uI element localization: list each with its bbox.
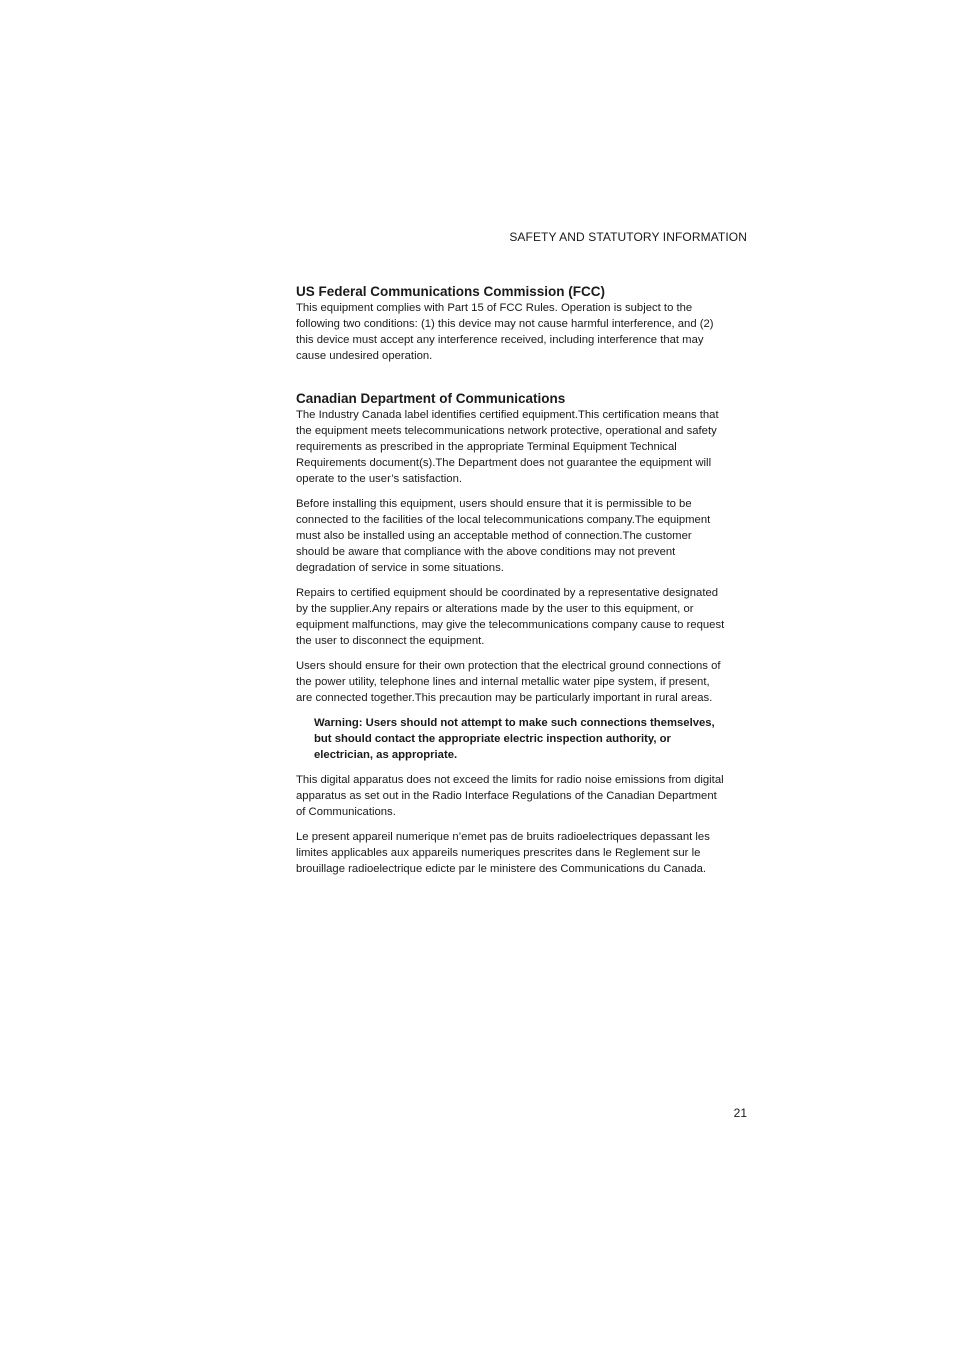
fcc-heading: US Federal Communications Commission (FCC)	[296, 284, 606, 299]
canadian-section	[296, 390, 728, 877]
running-header: SAFETY AND STATUTORY INFORMATION	[509, 230, 747, 244]
canadian-paragraph-radio-noise-en: This digital apparatus does not exceed the limits for radio noise emissions from digital apparatus as set out in the Radio Interface Regulations of the Canadian Department of Communications.	[296, 774, 724, 818]
warning-note: Warning: Users should not attempt to make such connections themselves, but should contact the appropriate electric inspection authority, or electrician, as appropriate.	[314, 717, 715, 761]
canadian-paragraph-grounding: Users should ensure for their own protection that the electrical ground connections of the power utility, telephone lines and internal metallic water pipe system, if present, are connected together.This precaution may be particularly important in rural areas.	[296, 660, 721, 704]
page-number: 21	[733, 1106, 747, 1120]
fcc-section	[296, 283, 728, 364]
fcc-paragraph: This equipment complies with Part 15 of FCC Rules. Operation is subject to the following two conditions: (1) this device may not cause harmful interference, and (2) this device must accept any interference received, including interference that may cause undesired operation.	[296, 302, 714, 362]
canadian-paragraph-radio-noise-fr: Le present appareil numerique n’emet pas de bruits radioelectriques depassant les limites applicables aux appareils numeriques prescrites dans le Reglement sur le brouillage radioelectrique edicte par le ministere des Communications du Canada.	[296, 831, 710, 875]
canadian-paragraph-repairs: Repairs to certified equipment should be coordinated by a representative designated by the supplier.Any repairs or alterations made by the user to this equipment, or equipment malfunctions, may give the telecommunications company cause to request the user to disconnect the equipment.	[296, 587, 725, 647]
canadian-paragraph-certification: The Industry Canada label identifies certified equipment.This certification means that the equipment meets telecommunications network protective, operational and safety requirements as prescribed in the appropriate Terminal Equipment Technical Requirements document(s).The Department does not guarantee the equipment will operate to the user’s satisfaction.	[296, 409, 719, 485]
canadian-paragraph-installation: Before installing this equipment, users should ensure that it is permissible to be connected to the facilities of the local telecommunications company.The equipment must also be installed using an acceptable method of connection.The customer should be aware that compliance with the above conditions may not prevent degradation of service in some situations.	[296, 498, 711, 574]
page-content	[296, 283, 728, 886]
canadian-heading: Canadian Department of Communications	[296, 391, 566, 406]
